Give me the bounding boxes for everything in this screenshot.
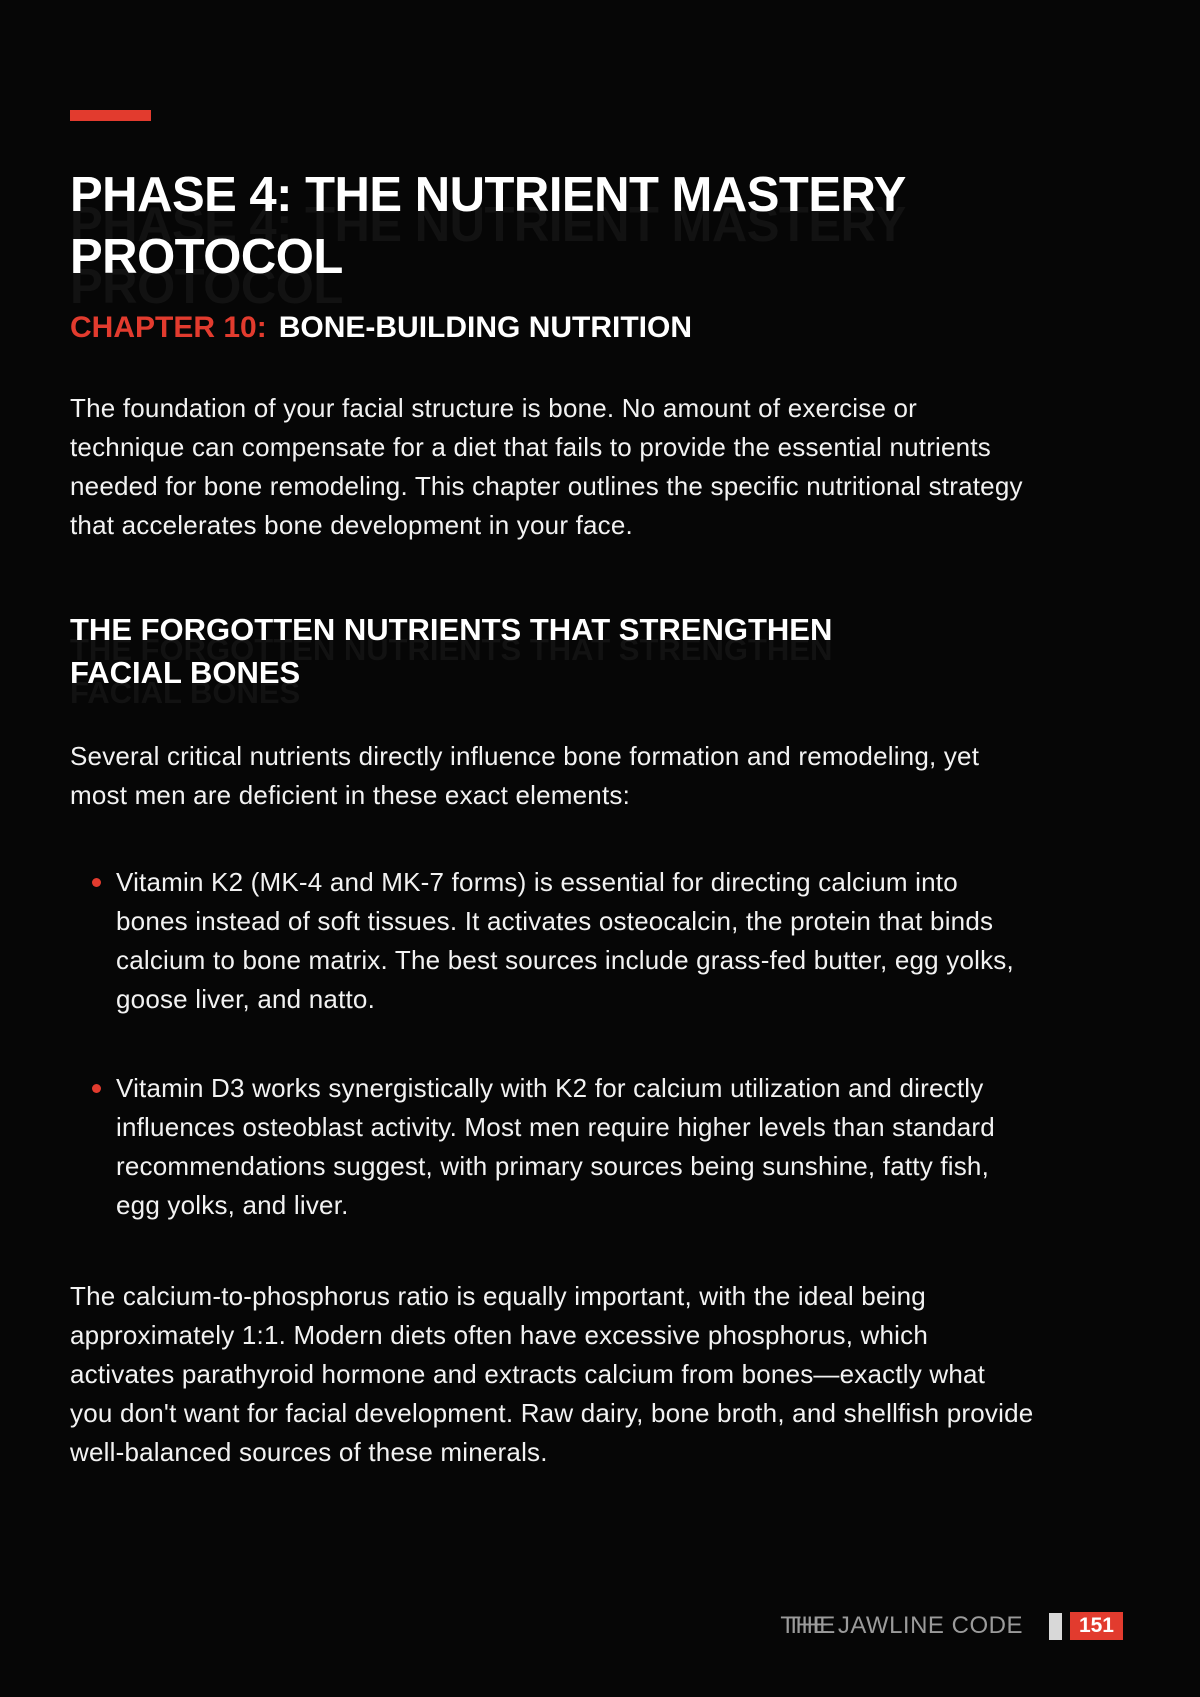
page-number-badge: 151	[1070, 1612, 1123, 1640]
brand-rest: JAWLINE CODE	[837, 1612, 1023, 1639]
list-item-text: Vitamin K2 (MK-4 and MK-7 forms) is essential for directing calcium into bones instead of soft tissues. It activates osteocalcin, the protein that binds calcium to bone matrix. The best sources include grass-fed butter, egg yolks, goose liver, and natto.	[116, 867, 1014, 1014]
chapter-label: CHAPTER 10:	[70, 311, 267, 345]
bullet-dot-icon	[92, 1084, 101, 1093]
bullet-dot-icon	[92, 878, 101, 887]
list-item-text: Vitamin D3 works synergistically with K2 for calcium utilization and directly influences osteoblast activity. Most men require higher levels than standard recommendations suggest, with primary sources being sunshine, fatty fish, egg yolks, and liver.	[116, 1073, 995, 1220]
brand-text	[780, 1612, 1023, 1640]
page-footer	[780, 1612, 1123, 1640]
page-title: PHASE 4: THE NUTRIENT MASTERY PROTOCOL	[70, 168, 905, 284]
chapter-title: BONE-BUILDING NUTRITION	[278, 311, 693, 345]
accent-dash	[70, 110, 151, 121]
intro-paragraph: The foundation of your facial structure is bone. No amount of exercise or technique can compensate for a diet that fails to provide the essential nutrients needed for bone remodeling. This chapter outlines the specific nutritional strategy that accelerates bone development in your face.	[70, 393, 1023, 541]
section-heading: THE FORGOTTEN NUTRIENTS THAT STRENGTHEN FACIAL BONES	[70, 612, 833, 691]
list-item	[70, 863, 1035, 1019]
list-item	[70, 1069, 1035, 1225]
nutrient-list	[70, 863, 1035, 1225]
footer-marker	[1049, 1613, 1062, 1640]
chapter-heading	[70, 308, 1035, 347]
closing-paragraph: The calcium-to-phosphorus ratio is equally important, with the ideal being approximately 1:1. Modern diets often have excessive phosphorus, which activates parathyroid hormone and extracts calcium from bones—exactly what you don't want for facial development. Raw dairy, bone broth, and shellfish provide well-balanced sources of these minerals.	[70, 1281, 1034, 1467]
brand-the: THE	[780, 1612, 830, 1639]
section-lead-paragraph: Several critical nutrients directly influence bone formation and remodeling, yet most men are deficient in these exact elements:	[70, 741, 980, 810]
